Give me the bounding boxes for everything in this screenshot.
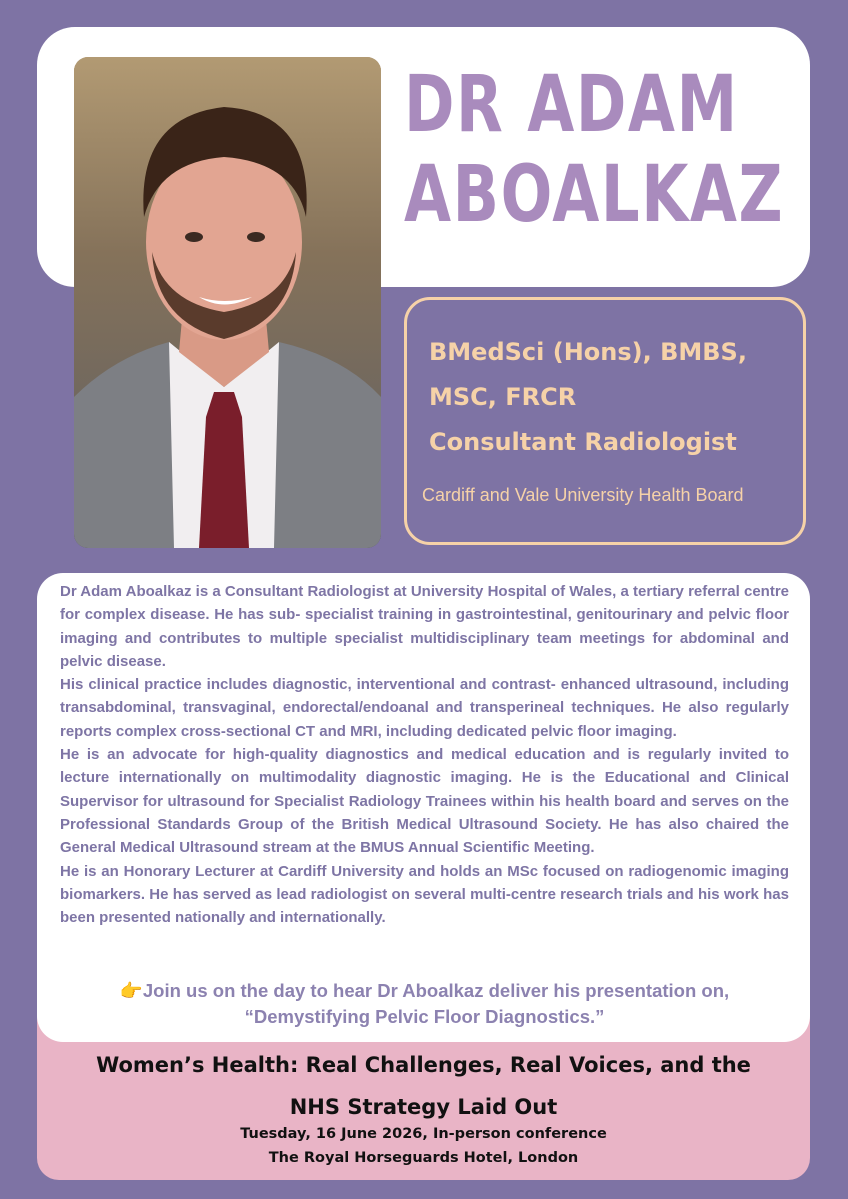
pointing-hand-icon: 👉 [119, 980, 143, 1001]
speaker-name-line-1: DR ADAM [404, 60, 739, 150]
event-title [37, 1044, 810, 1128]
credentials-lines [429, 330, 747, 465]
speaker-organisation: Cardiff and Vale University Health Board [422, 485, 744, 505]
speaker-name-line-2: ABOALKAZ [404, 150, 785, 240]
event-title-line-2: NHS Strategy Laid Out [289, 1095, 558, 1119]
credentials-line-1: BMedSci (Hons), BMBS, [429, 338, 747, 366]
bio-paragraph-3: He is an advocate for high-quality diagnostics and medical education and is regularly invited to lecture internationally on multimodality diagnostic imaging. He is the Educational and Clinical Supervisor for ultrasound for Specialist Radiology Trainees within his health board and serves on the Professional Standards Group of the British Medical Ultrasound Society. He has also chaired the General Medical Ultrasound stream at the BMUS Annual Scientific Meeting. [60, 746, 789, 857]
credentials-box [404, 297, 806, 545]
speaker-photo [74, 57, 381, 548]
credentials-line-2: MSC, FRCR [429, 383, 577, 411]
bio-paragraph-1: Dr Adam Aboalkaz is a Consultant Radiologist at University Hospital of Wales, a tertiary referral centre for complex disease. He has sub- specialist training in gastrointestinal, genitourinary and pelvic floor imaging and contributes to multiple specialist multidisciplinary team meetings for abdominal and pelvic disease. [60, 583, 789, 670]
event-venue: The Royal Horseguards Hotel, London [268, 1150, 579, 1166]
event-details [37, 1122, 810, 1170]
cta-text: Join us on the day to hear Dr Aboalkaz deliver his presentation on, [142, 980, 730, 1001]
cta-line-1 [60, 978, 789, 1004]
presentation-title: “Demystifying Pelvic Floor Diagnostics.” [244, 1006, 605, 1027]
call-to-action [60, 978, 789, 1030]
bio-paragraph-4: He is an Honorary Lecturer at Cardiff University and holds an MSc focused on radiogenomic imaging biomarkers. He has served as lead radiologist on several multi-centre research trials and his work has been presented nationally and internationally. [60, 862, 789, 927]
speaker-portrait-illustration [74, 57, 381, 548]
event-title-line-1: Women’s Health: Real Challenges, Real Voices, and the [96, 1053, 751, 1077]
bio-paragraph-2: His clinical practice includes diagnostic, interventional and contrast- enhanced ultrasound, including transabdominal, transvaginal, endorectal/endoanal and transperineal techniques. He also regularly reports complex cross-sectional CT and MRI, including dedicated pelvic floor imaging. [60, 676, 789, 740]
event-date: Tuesday, 16 June 2026, In-person conference [240, 1126, 607, 1142]
speaker-bio [60, 580, 789, 929]
speaker-role: Consultant Radiologist [429, 428, 737, 456]
speaker-name [404, 60, 785, 240]
